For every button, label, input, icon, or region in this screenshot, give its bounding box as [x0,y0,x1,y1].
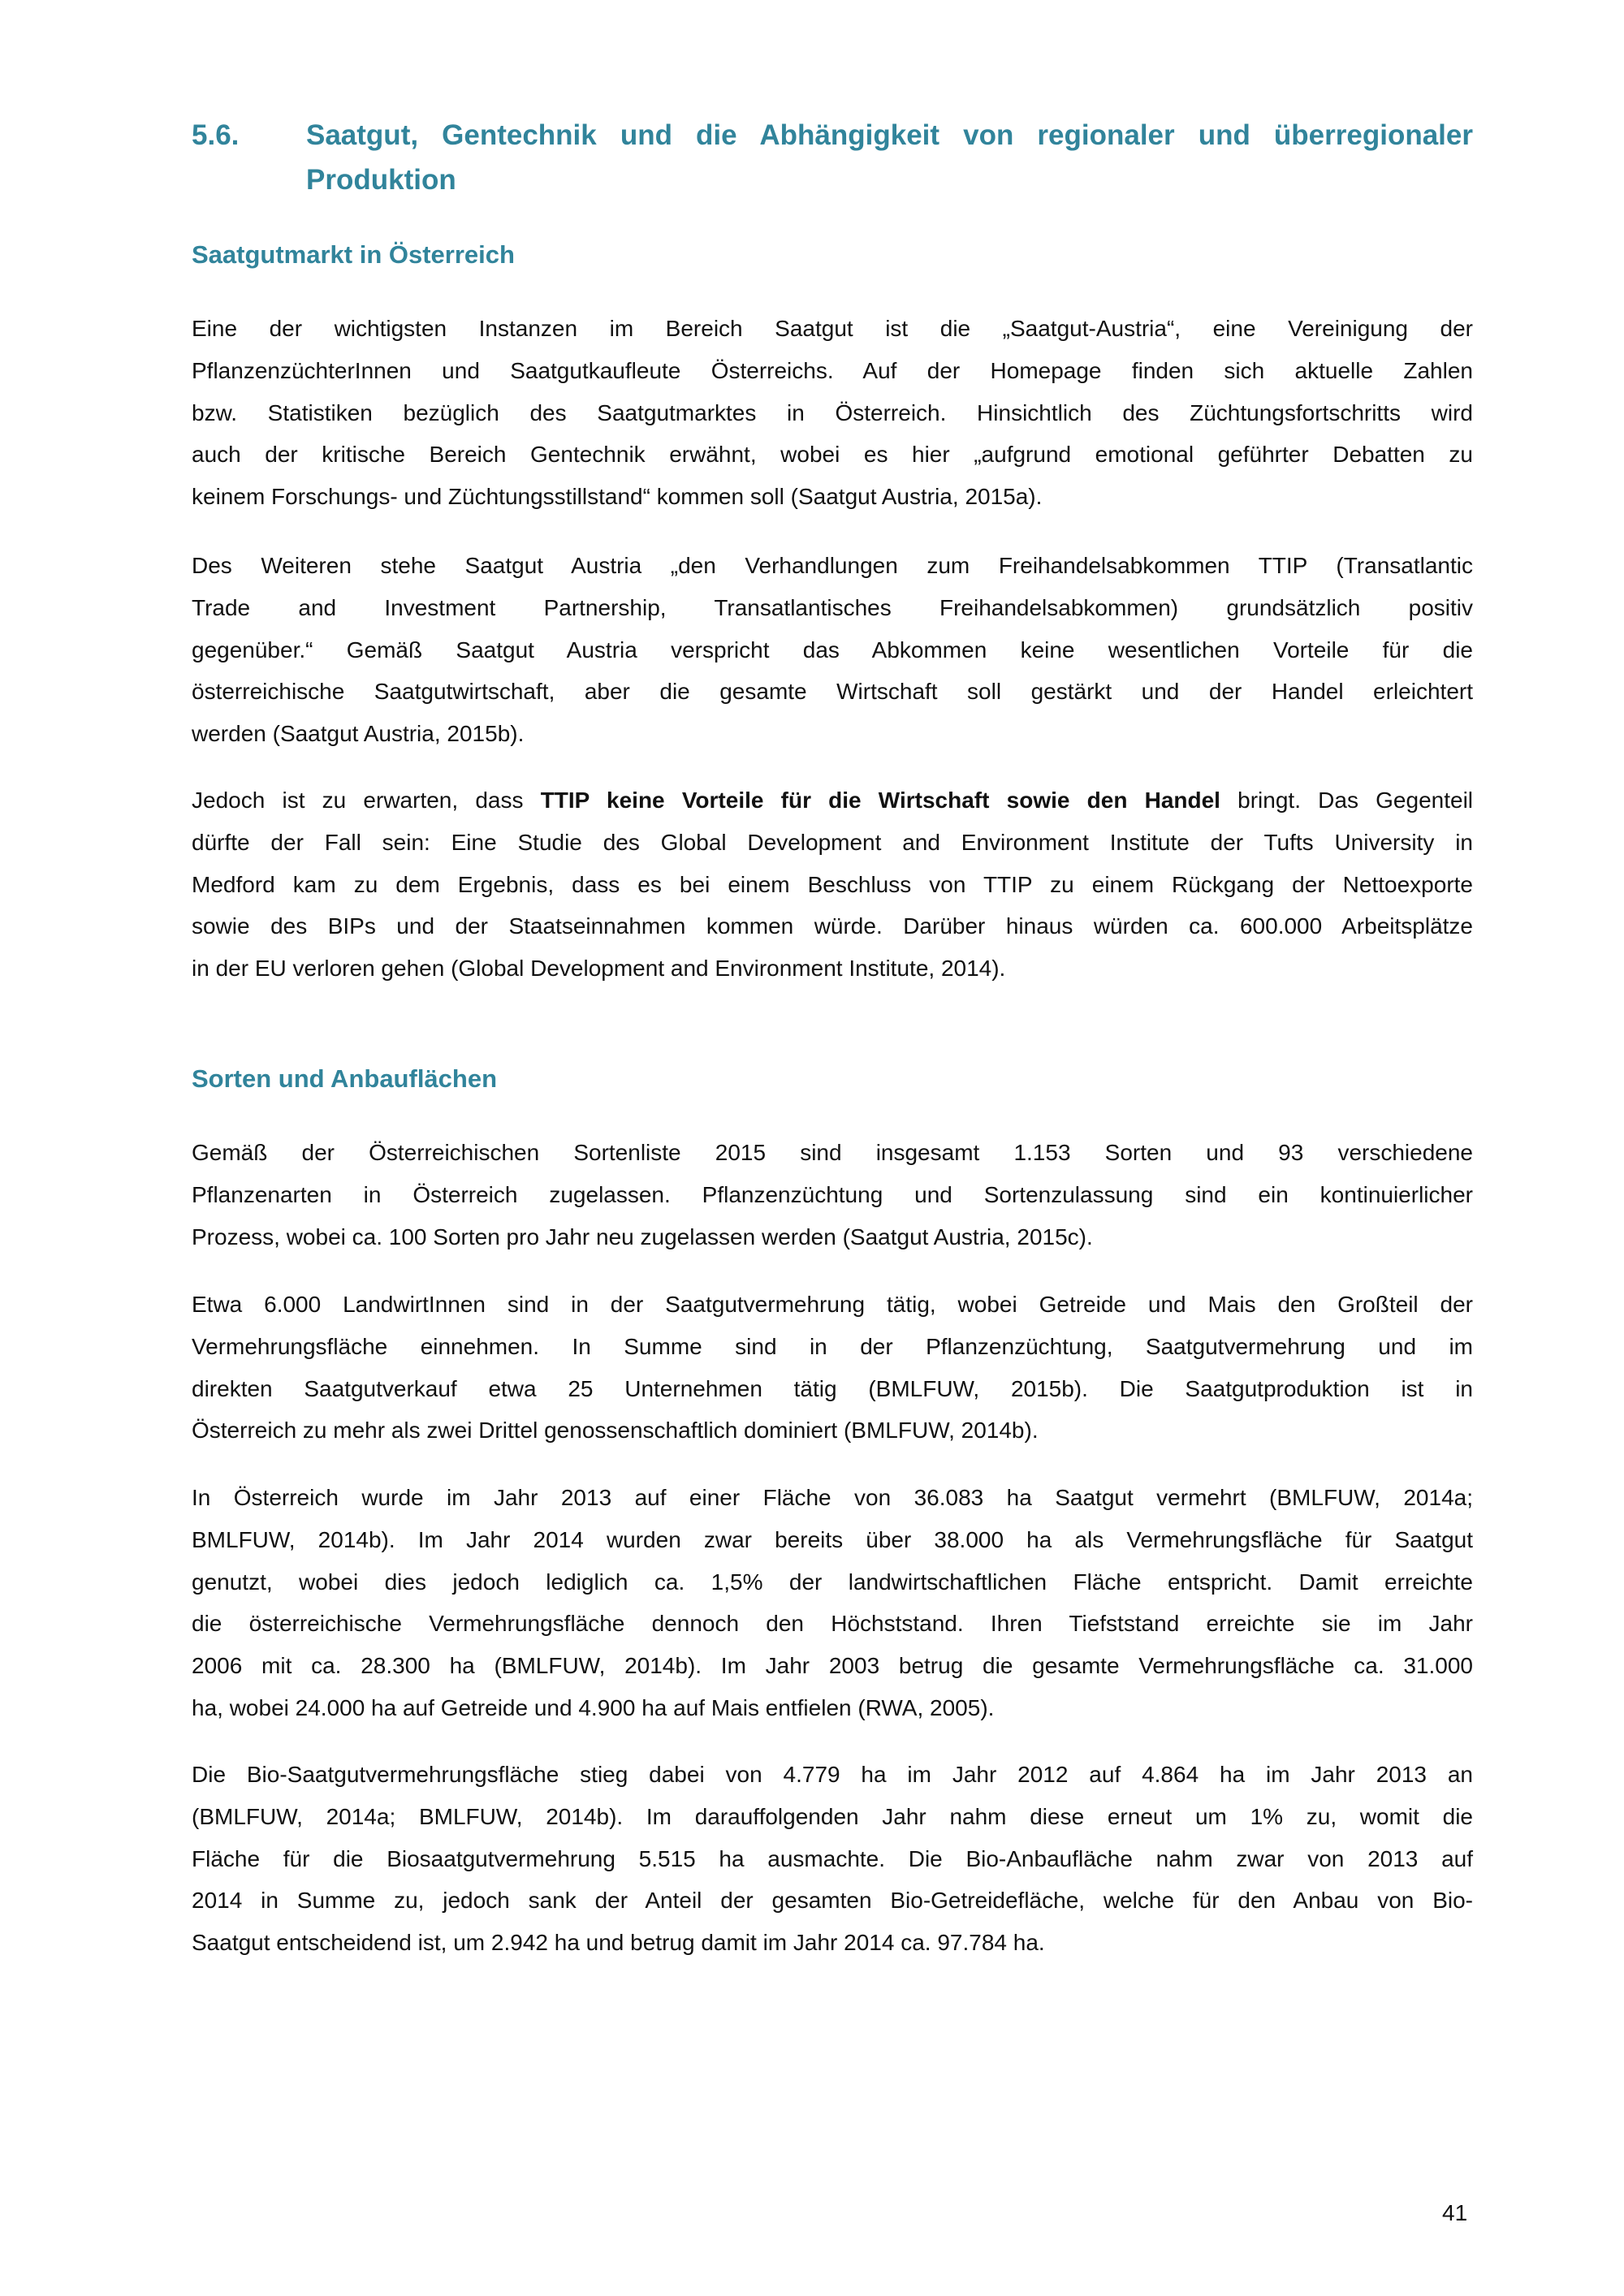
paragraph-line: direkten Saatgutverkauf etwa 25 Unternehmen tätig (BMLFUW, 2015b). Die Saatgutproduktion ist in [192,1375,1473,1401]
paragraph-line: Prozess, wobei ca. 100 Sorten pro Jahr neu zugelassen werden (Saatgut Austria, 2015c). [192,1224,1093,1249]
paragraph-line: Jedoch ist zu erwarten, dass TTIP keine Vorteile für die Wirtschaft sowie den Handel bringt. Das Gegenteil [192,788,1474,813]
paragraph-line: Vermehrungsfläche einnehmen. In Summe sind in der Pflanzenzüchtung, Saatgutvermehrung und im [192,1333,1473,1359]
subheading-sorten: Sorten und Anbauflächen [192,1064,498,1093]
paragraph-line: auch der kritische Bereich Gentechnik erwähnt, wobei es hier „aufgrund emotional geführter Debatten zu [192,442,1473,468]
paragraph-line: in der EU verloren gehen (Global Development and Environment Institute, 2014). [192,956,1006,982]
paragraph-3 [192,779,1473,990]
paragraph-7 [192,1754,1473,1964]
paragraph-line: Medford kam zu dem Ergebnis, dass es bei einem Beschluss von TTIP zu einem Rückgang der Nettoexporte [192,871,1473,897]
paragraph-line: keinem Forschungs- und Züchtungsstillstand“ kommen soll (Saatgut Austria, 2015a). [192,484,1043,510]
paragraph-line: gegenüber.“ Gemäß Saatgut Austria verspricht das Abkommen keine wesentlichen Vorteile für die [192,637,1473,662]
section-title-line: Saatgut, Gentechnik und die Abhängigkeit von regionaler und überregionaler [306,119,1473,151]
paragraph-line: genutzt, wobei dies jedoch lediglich ca. 1,5% der landwirtschaftlichen Fläche entspricht. Damit erreichte [192,1569,1473,1595]
paragraph-line: ha, wobei 24.000 ha auf Getreide und 4.900 ha auf Mais entfielen (RWA, 2005). [192,1694,995,1720]
subheading-saatgutmarkt: Saatgutmarkt in Österreich [192,240,515,269]
page-number: 41 [1442,2200,1468,2225]
paragraph-line: Eine der wichtigsten Instanzen im Bereich Saatgut ist die „Saatgut-Austria“, eine Vereinigung der [192,316,1473,341]
section-title-line: Produktion [306,164,456,196]
paragraph-line: Pflanzenarten in Österreich zugelassen. Pflanzenzüchtung und Sortenzulassung sind ein kontinuierlicher [192,1181,1473,1207]
paragraph-line: Trade and Investment Partnership, Transatlantisches Freihandelsabkommen) grundsätzlich positiv [192,594,1473,620]
paragraph-2 [192,545,1473,755]
paragraph-5 [192,1284,1473,1452]
paragraph-line: Die Bio-Saatgutvermehrungsfläche stieg dabei von 4.779 ha im Jahr 2012 auf 4.864 ha im Jahr 2013 an [192,1762,1473,1787]
paragraph-line: Des Weiteren stehe Saatgut Austria „den Verhandlungen zum Freihandelsabkommen TTIP (Transatlantic [192,553,1473,578]
paragraph-line: bzw. Statistiken bezüglich des Saatgutmarktes in Österreich. Hinsichtlich des Züchtungsfortschritts wird [192,399,1473,425]
paragraph-line: BMLFUW, 2014b). Im Jahr 2014 wurden zwar bereits über 38.000 ha als Vermehrungsfläche für Saatgut [192,1526,1473,1552]
paragraph-line: dürfte der Fall sein: Eine Studie des Global Development and Environment Institute der Tufts University in [192,829,1473,855]
paragraph-line: Österreich zu mehr als zwei Drittel genossenschaftlich dominiert (BMLFUW, 2014b). [192,1418,1039,1444]
section-number: 5.6. [192,119,240,151]
paragraph-line: Etwa 6.000 LandwirtInnen sind in der Saatgutvermehrung tätig, wobei Getreide und Mais den Großteil der [192,1292,1473,1317]
paragraph-line: Fläche für die Biosaatgutvermehrung 5.515 ha ausmachte. Die Bio-Anbaufläche nahm zwar von 2013 auf [192,1845,1473,1871]
paragraph-6 [192,1477,1473,1729]
paragraph-line: werden (Saatgut Austria, 2015b). [192,721,525,747]
paragraph-1 [192,308,1473,518]
paragraph-line: Gemäß der Österreichischen Sortenliste 2015 sind insgesamt 1.153 Sorten und 93 verschiedene [192,1140,1473,1165]
paragraph-line: Saatgut entscheidend ist, um 2.942 ha und betrug damit im Jahr 2014 ca. 97.784 ha. [192,1930,1045,1956]
paragraph-line: die österreichische Vermehrungsfläche dennoch den Höchststand. Ihren Tiefststand erreichte sie im Jahr [192,1611,1473,1637]
paragraph-line: 2006 mit ca. 28.300 ha (BMLFUW, 2014b). Im Jahr 2003 betrug die gesamte Vermehrungsfläche ca. 31.000 [192,1653,1473,1679]
paragraph-line: sowie des BIPs und der Staatseinnahmen kommen würde. Darüber hinaus würden ca. 600.000 Arbeitsplätze [192,913,1473,939]
paragraph-4 [192,1132,1473,1258]
paragraph-line: (BMLFUW, 2014a; BMLFUW, 2014b). Im darauffolgenden Jahr nahm diese erneut um 1% zu, womit die [192,1803,1473,1829]
paragraph-line: In Österreich wurde im Jahr 2013 auf einer Fläche von 36.083 ha Saatgut vermehrt (BMLFUW, 2014a; [192,1485,1473,1510]
paragraph-line: 2014 in Summe zu, jedoch sank der Anteil der gesamten Bio-Getreidefläche, welche für den Anbau von Bio- [192,1888,1473,1914]
section-title [306,113,1473,202]
paragraph-line: PflanzenzüchterInnen und Saatgutkaufleute Österreichs. Auf der Homepage finden sich aktuelle Zahlen [192,357,1473,383]
bold-emphasis: TTIP keine Vorteile für die Wirtschaft sowie den Handel [540,788,1220,813]
paragraph-line: österreichische Saatgutwirtschaft, aber die gesamte Wirtschaft soll gestärkt und der Handel erleichtert [192,679,1473,705]
